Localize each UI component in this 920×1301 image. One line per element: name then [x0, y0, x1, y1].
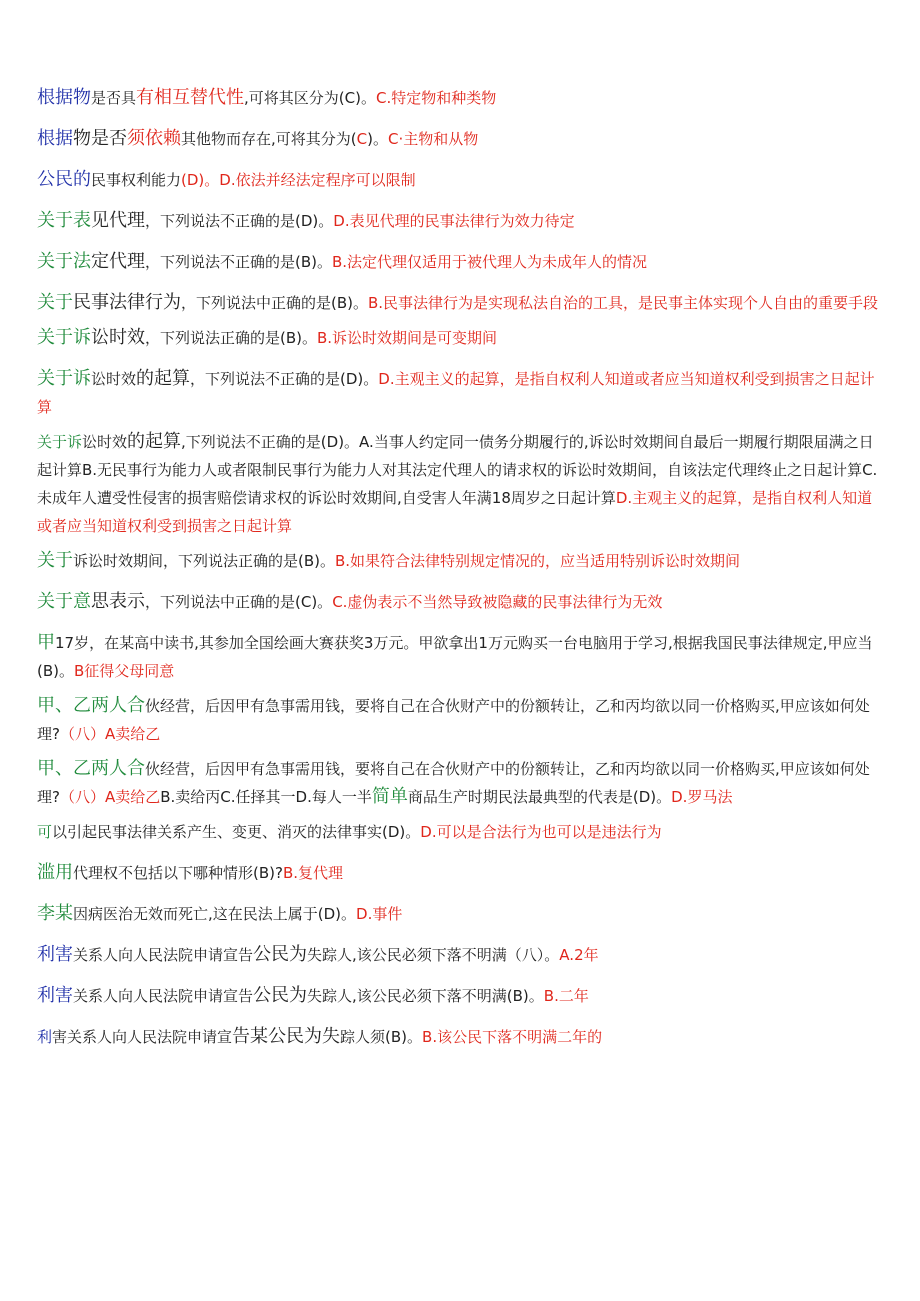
question-entry [37, 982, 887, 1010]
question-text: ，下列说法正确的是(B)。 [145, 329, 317, 347]
answer-text: B.法定代理仅适用于被代理人为未成年人的情况 [332, 253, 648, 271]
question-entry [37, 84, 887, 112]
answer-text: C.虚伪表示不当然导致被隐藏的民事法律行为无效 [332, 593, 663, 611]
question-entry [37, 900, 887, 928]
question-entry [37, 755, 887, 811]
question-text: ,可将其区分为(C)。 [244, 89, 376, 107]
question-entry [37, 428, 887, 540]
question-entry [37, 1023, 887, 1051]
question-text: 关于 [37, 550, 73, 571]
question-text: 的起算 [127, 431, 182, 452]
question-text: 公民的 [37, 169, 91, 190]
question-text: 李某 [37, 903, 73, 924]
question-entry [37, 248, 887, 276]
answer-text: B.诉讼时效期间是可变期间 [317, 329, 498, 347]
question-text: 甲、乙两人合 [37, 758, 145, 779]
question-entry [37, 166, 887, 194]
question-text: 伙经营，后因甲有急事需用钱，要将自己在合伙财产中的份额转让，乙和丙均欲以同一价格购买,甲应该如何处理? [37, 760, 870, 806]
question-entry [37, 941, 887, 969]
question-entry [37, 547, 887, 575]
question-text: 利害 [37, 944, 73, 965]
answer-text: B.该公民下落不明满二年的 [422, 1028, 603, 1046]
question-text: ,下列说法不正确的是(D)。A.当事人约定同一债务分期履行的,诉讼时效期间自最后一期履行期限届满之日起计算B.无民事行为能力人或者限制民事行为能力人对其法定代理人的请求权的诉讼时效期间，自该法定代理终止之日起计算C.未成年人遭受性侵害的损害赔偿请求权的诉讼时效期间,自受害人年满18周岁之日起计算 [37, 433, 878, 507]
answer-text: B.民事法律行为是实现私法自治的工具，是民事主体实现个人自由的重要手段 [368, 294, 879, 312]
answer-text: D.主观主义的起算，是指自权利人知道或者应当知道权利受到损害之日起计算 [37, 370, 875, 416]
answer-text: C·主物和从物 [387, 130, 479, 148]
question-text: 诉讼时效期间，下列说法正确的是(B)。 [73, 552, 335, 570]
answer-text: B.二年 [543, 987, 589, 1005]
question-entry [37, 629, 887, 685]
answer-text: D.罗马法 [671, 788, 733, 806]
answer-text: (D)。 [181, 171, 220, 189]
question-text: 讼时效 [91, 327, 145, 348]
question-text: ，下列说法不正确的是(D)。 [145, 212, 334, 230]
question-entry [37, 859, 887, 887]
answer-text: （八）A卖给乙 [59, 725, 161, 743]
question-text: )。 [367, 130, 388, 148]
question-text: 失踪人,该公民必须下落不明满（八）。 [307, 946, 560, 964]
question-text: 关于诉 [37, 433, 83, 451]
question-text: B.卖给丙C.任择其一D.每人一半 [160, 788, 372, 806]
question-text: 因病医治无效而死亡,这在民法上属于(D)。 [73, 905, 357, 923]
question-entry [37, 588, 887, 616]
question-text: 甲 [37, 632, 55, 653]
question-text: 代理权不包括以下哪种情形(B)? [73, 864, 283, 882]
question-text: 踪人须(B)。 [340, 1028, 423, 1046]
question-text: 民事法律行为 [73, 292, 181, 313]
question-text: 告某公民为失 [232, 1026, 341, 1047]
question-text: 简单 [371, 786, 408, 807]
question-text: 公民为 [253, 944, 308, 965]
question-text: 害关系人向人民法院申请宣 [52, 1028, 233, 1046]
question-entry [37, 125, 887, 153]
question-entry [37, 207, 887, 235]
question-text: 可 [37, 823, 53, 841]
question-text: 关于表 [37, 210, 91, 231]
answer-text: C.特定物和种类物 [375, 89, 497, 107]
question-text: 甲、乙两人合 [37, 695, 145, 716]
question-text: 定代理 [91, 251, 145, 272]
question-text: 利害 [37, 985, 73, 1006]
document-page [37, 84, 887, 1064]
question-entry [37, 818, 887, 846]
answer-text: 须依赖 [127, 128, 181, 149]
question-text: 公民为 [253, 985, 308, 1006]
answer-text: D.表见代理的民事法律行为效力待定 [333, 212, 575, 230]
question-text: 根据物 [37, 87, 91, 108]
question-text: 物是否 [73, 128, 127, 149]
question-text: 其他物而存在,可将其分为( [181, 130, 357, 148]
question-text: 以引起民事法律关系产生、变更、消灭的法律事实(D)。 [52, 823, 421, 841]
answer-text: A.2年 [559, 946, 599, 964]
question-text: ，下列说法中正确的是(C)。 [145, 593, 333, 611]
question-text: 的起算 [136, 368, 191, 389]
answer-text: （八）A卖给乙 [59, 788, 161, 806]
question-text: 失踪人,该公民必须下落不明满(B)。 [307, 987, 544, 1005]
question-text: ，下列说法不正确的是(B)。 [145, 253, 332, 271]
question-text: 思表示 [91, 591, 145, 612]
question-text: 关于诉 [37, 368, 91, 389]
question-entry [37, 289, 887, 317]
question-text: 关于意 [37, 591, 91, 612]
question-text: ，下列说法中正确的是(B)。 [181, 294, 368, 312]
question-text: 关于法 [37, 251, 91, 272]
question-text: 讼时效 [91, 370, 137, 388]
question-text: ，下列说法不正确的是(D)。 [190, 370, 379, 388]
question-text: 关系人向人民法院申请宣告 [73, 946, 254, 964]
question-text: 讼时效 [82, 433, 128, 451]
question-entry [37, 365, 887, 421]
answer-text: C [356, 130, 368, 148]
question-text: 滥用 [37, 862, 73, 883]
question-text: 关系人向人民法院申请宣告 [73, 987, 254, 1005]
answer-text: D.依法并经法定程序可以限制 [219, 171, 416, 189]
question-text: 关于诉 [37, 327, 91, 348]
question-text: 民事权利能力 [91, 171, 182, 189]
answer-text: B.复代理 [282, 864, 344, 882]
question-text: 是否具 [91, 89, 137, 107]
question-text: 见代理 [91, 210, 145, 231]
answer-text: B.如果符合法律特别规定情况的，应当适用特别诉讼时效期间 [335, 552, 741, 570]
question-text: 商品生产时期民法最典型的代表是(D)。 [407, 788, 672, 806]
question-text: 伙经营，后因甲有急事需用钱，要将自己在合伙财产中的份额转让，乙和丙均欲以同一价格购买,甲应该如何处理? [37, 697, 870, 743]
answer-text: D.事件 [356, 905, 403, 923]
answer-text: D.可以是合法行为也可以是违法行为 [420, 823, 662, 841]
answer-text: D.主观主义的起算，是指自权利人知道或者应当知道权利受到损害之日起计算 [37, 489, 873, 535]
question-entry [37, 692, 887, 748]
question-entry [37, 324, 887, 352]
question-text: 根据 [37, 128, 73, 149]
question-text: 17岁，在某高中读书,其参加全国绘画大赛获奖3万元。甲欲拿出1万元购买一台电脑用于学习,根据我国民事法律规定,甲应当(B)。 [37, 634, 873, 680]
question-text: 关于 [37, 292, 73, 313]
answer-text: B征得父母同意 [74, 662, 175, 680]
question-text: 利 [37, 1028, 53, 1046]
answer-text: 有相互替代性 [136, 87, 245, 108]
